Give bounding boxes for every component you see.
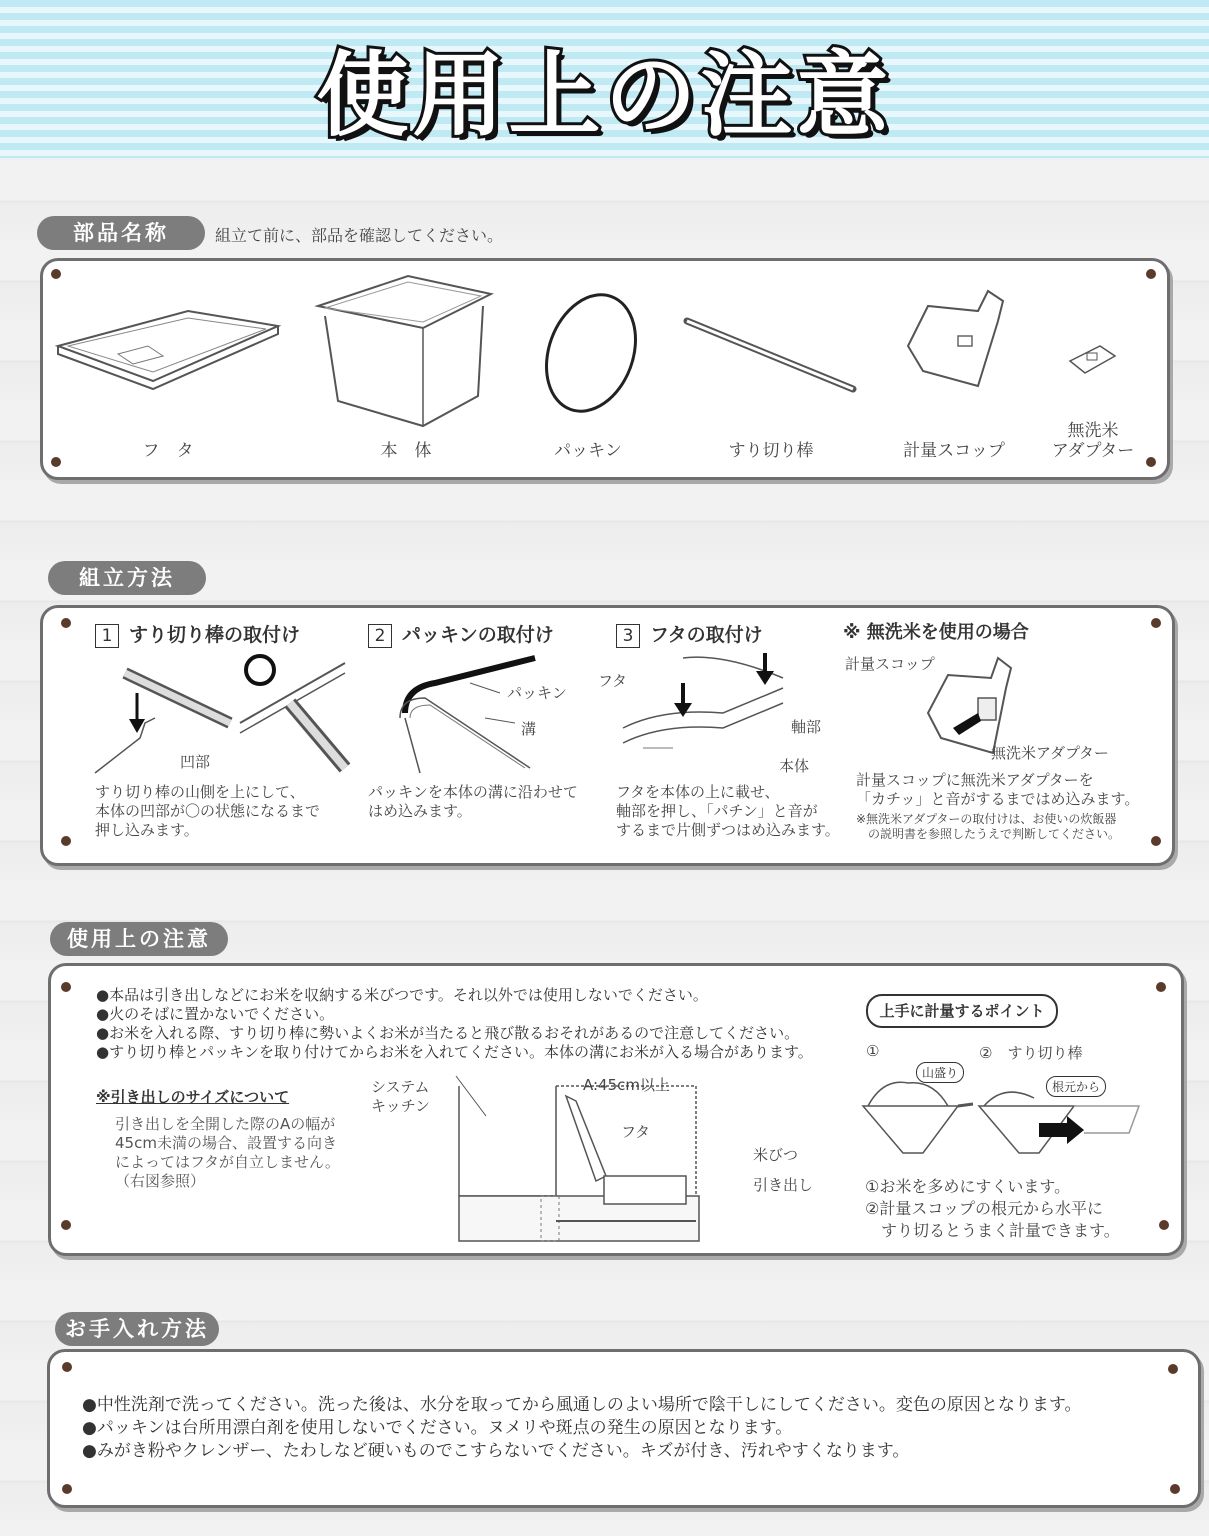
page-title: 使用上の注意 bbox=[316, 42, 893, 149]
panel-rivet bbox=[1151, 618, 1161, 628]
part-label-leveling-bar: すり切り棒 bbox=[728, 441, 814, 461]
tips-step-2-label: ② すり切り棒 bbox=[979, 1044, 1083, 1062]
step-2-illustration bbox=[400, 653, 570, 773]
musenmai-title: ※ 無洗米を使用の場合 bbox=[843, 622, 1029, 643]
panel-rivet bbox=[62, 1362, 72, 1372]
care-line-list bbox=[82, 1394, 1081, 1463]
panel-rivet bbox=[61, 618, 71, 628]
part-label-packing: パッキン bbox=[554, 441, 622, 461]
caution-section-label: 使用上の注意 bbox=[50, 922, 228, 956]
scoop-illustration bbox=[903, 286, 1013, 396]
lid-illustration bbox=[58, 306, 288, 396]
panel-rivet bbox=[1168, 1364, 1178, 1374]
step-2-text: パッキンを本体の溝に沿わせて はめ込みます。 bbox=[368, 783, 578, 820]
panel-rivet bbox=[51, 457, 61, 467]
packing-illustration bbox=[536, 291, 646, 421]
step-3-callout-shaft: 軸部 bbox=[791, 718, 822, 736]
step-1-illustration bbox=[95, 653, 345, 773]
step-3-number: 3 bbox=[616, 624, 640, 648]
panel-rivet bbox=[1170, 1484, 1180, 1494]
tips-badge-from-base: 根元から bbox=[1046, 1076, 1106, 1097]
tips-step-1-label: ① bbox=[866, 1042, 880, 1060]
step-1-number: 1 bbox=[95, 624, 119, 648]
step-3-callout-body: 本体 bbox=[779, 757, 810, 775]
step-3-callout-lid: フタ bbox=[598, 672, 627, 690]
tips-text: ①お米を多めにすくいます。 ②計量スコップの根元から水平に すり切るとうまく計量できます。 bbox=[865, 1177, 1120, 1240]
panel-rivet bbox=[1156, 982, 1166, 992]
musenmai-small-note: ※無洗米アダプターの取付けは、お使いの炊飯器 の説明書を参照したうえで判断してください。 bbox=[856, 812, 1121, 841]
caution-bullet: ●火のそばに置かないでください。 bbox=[96, 1005, 335, 1023]
step-1-text: すり切り棒の山側を上にして、 本体の凹部が〇の状態になるまで 押し込みます。 bbox=[95, 783, 321, 839]
step-3-illustration bbox=[623, 653, 793, 773]
step-1-callout-recess: 凹部 bbox=[180, 753, 211, 771]
tips-title: 上手に計量するポイント bbox=[866, 994, 1058, 1028]
part-label-body: 本 体 bbox=[380, 441, 432, 461]
panel-rivet bbox=[1159, 1220, 1169, 1230]
parts-note: 組立て前に、部品を確認してください。 bbox=[215, 226, 504, 245]
tips-badge-heaped: 山盛り bbox=[916, 1062, 964, 1083]
panel-rivet bbox=[61, 982, 71, 992]
care-line: ●パッキンは台所用漂白剤を使用しないでください。ヌメリや斑点の発生の原因となります。 bbox=[82, 1418, 793, 1438]
caution-bullet: ●すり切り棒とパッキンを取り付けてからお米を入れてください。本体の溝にお米が入る場合があります。 bbox=[96, 1043, 813, 1061]
step-3-text: フタを本体の上に載せ、 軸部を押し、「パチン」と音が するまで片側ずつはめ込みます。 bbox=[616, 783, 840, 839]
panel-rivet bbox=[62, 1484, 72, 1494]
label-lid: フタ bbox=[621, 1123, 650, 1141]
step-2-callout-packing: パッキン bbox=[507, 684, 567, 702]
musenmai-callout-adapter: 無洗米アダプター bbox=[991, 744, 1109, 762]
body-illustration bbox=[313, 276, 493, 436]
caution-bullet-list bbox=[96, 986, 813, 1062]
part-label-scoop: 計量スコップ bbox=[903, 441, 1005, 461]
label-drawer: 引き出し bbox=[753, 1176, 814, 1194]
assembly-panel bbox=[40, 605, 1175, 866]
panel-rivet bbox=[61, 836, 71, 846]
step-1-title: 1 すり切り棒の取付け bbox=[95, 620, 300, 648]
leveling-bar-illustration bbox=[683, 321, 863, 401]
step-3-title: 3 フタの取付け bbox=[616, 620, 763, 648]
header-band bbox=[0, 0, 1209, 158]
assembly-section-label: 組立方法 bbox=[48, 561, 206, 595]
drawer-diagram bbox=[456, 1076, 746, 1246]
part-label-adapter: 無洗米 アダプター bbox=[1051, 421, 1135, 461]
care-line: ●中性洗剤で洗ってください。洗った後は、水分を取ってから風通しのよい場所で陰干しにしてください。変色の原因となります。 bbox=[82, 1395, 1082, 1415]
care-panel bbox=[47, 1349, 1201, 1508]
care-line: ●みがき粉やクレンザー、たわしなど硬いものでこすらないでください。キズが付き、汚れやすくなります。 bbox=[82, 1441, 910, 1461]
panel-rivet bbox=[51, 269, 61, 279]
label-a-width: A:45cm以上 bbox=[583, 1076, 670, 1094]
panel-rivet bbox=[61, 1220, 71, 1230]
step-2-callout-groove: 溝 bbox=[521, 720, 537, 738]
part-label-lid: フ タ bbox=[142, 441, 194, 461]
care-section-label: お手入れ方法 bbox=[55, 1312, 219, 1346]
musenmai-callout-scoop: 計量スコップ bbox=[845, 655, 935, 673]
caution-panel bbox=[48, 963, 1184, 1256]
panel-rivet bbox=[1151, 836, 1161, 846]
label-rice-box: 米びつ bbox=[753, 1146, 799, 1164]
drawer-size-text: 引き出しを全開した際のAの幅が 45cm未満の場合、設置する向き によってはフタが自立しません。 （右図参照） bbox=[115, 1115, 340, 1190]
musenmai-text: 計量スコップに無洗米アダプターを 「カチッ」と音がするまではめ込みます。 bbox=[856, 771, 1140, 808]
step-2-number: 2 bbox=[368, 624, 392, 648]
adapter-illustration bbox=[1065, 341, 1125, 381]
tips-scoop-heaped-illustration bbox=[863, 1078, 973, 1158]
label-system-kitchen: システム キッチン bbox=[371, 1078, 430, 1115]
caution-bullet: ●お米を入れる際、すり切り棒に勢いよくお米が当たると飛び散るおそれがあるので注意してください。 bbox=[96, 1024, 800, 1042]
parts-panel bbox=[40, 258, 1170, 480]
parts-section-label: 部品名称 bbox=[37, 216, 205, 250]
drawer-size-heading: ※引き出しのサイズについて bbox=[96, 1088, 290, 1106]
step-2-title: 2 パッキンの取付け bbox=[368, 620, 554, 648]
caution-bullet: ●本品は引き出しなどにお米を収納する米びつです。それ以外では使用しないでください。 bbox=[96, 986, 708, 1004]
panel-rivet bbox=[1146, 269, 1156, 279]
